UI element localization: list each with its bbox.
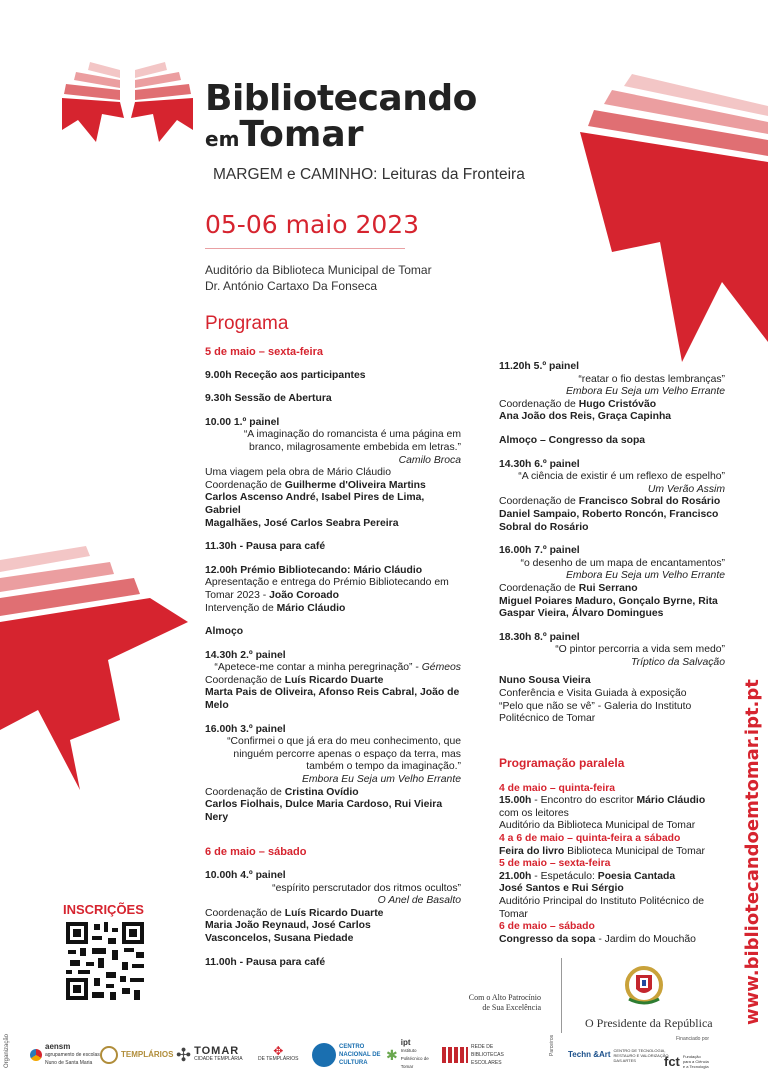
subtitle: MARGEM e CAMINHO: Leituras da Fronteira (213, 166, 525, 183)
prog-line: “A ciência de existir é um reflexo de espelho” (518, 471, 725, 483)
inscricoes-label: INSCRIÇÕES (63, 902, 144, 917)
prog-line: Daniel Sampaio, Roberto Roncón, Francisco (499, 508, 719, 520)
prog-line: Sobral do Rosário (499, 521, 589, 533)
prog-line: 11.30h - Pausa para café (205, 541, 326, 553)
fct-logo: fct Fundação para a Ciência e a Tecnologia (664, 1053, 709, 1069)
organizacao-label: Organização (4, 1033, 10, 1068)
prog-line: 10.00h 4.º painel (205, 870, 286, 881)
program-left (205, 346, 461, 969)
venue-line2: Dr. António Cartaxo Da Fonseca (205, 279, 378, 293)
prog-line: 10.00 1.º painel (205, 416, 280, 428)
prog-line: 11.20h 5.º painel (499, 361, 580, 372)
prog-line: “A imaginação do romancista é uma página em (243, 429, 461, 441)
prog-line: 12.00h Prémio Bibliotecando: Mário Cláudio (205, 564, 423, 576)
programacao-paralela (499, 757, 725, 946)
prog-line: ninguém percorre apenas o espaço da terra, mas (233, 748, 461, 760)
prog-line: Maria João Reynaud, José Carlos (205, 920, 371, 932)
title-line1: Bibliotecando (205, 78, 477, 119)
paralela-day: 4 de maio – quinta-feira (499, 782, 616, 794)
prog-line: 9.30h Sessão de Abertura (205, 393, 332, 405)
title-line2 (205, 114, 363, 155)
day2-heading: 6 de maio – sábado (205, 846, 307, 859)
book-logo-icon (60, 58, 195, 148)
paralela-day: 5 de maio – sexta-feira (499, 858, 611, 870)
prog-line: Embora Eu Seja um Velho Errante (565, 386, 725, 398)
parceiros-label: Parceiros (549, 1034, 555, 1056)
paralela-day: 4 a 6 de maio – quinta-feira a sábado (499, 832, 681, 844)
prog-line: Coordenação de Guilherme d'Oliveira Martins (205, 479, 426, 491)
prog-line: Congresso da sopa - Jardim do Mouchão (499, 933, 696, 945)
prog-line: Almoço (205, 626, 244, 638)
title-tomar: Tomar (239, 114, 364, 155)
prog-line: Miguel Poiares Maduro, Gonçalo Byrne, Rita (499, 595, 718, 607)
cnc-logo: CENTRO NACIONAL DE CULTURA (312, 1040, 383, 1070)
prog-line: Tríptico da Salvação (631, 656, 725, 668)
prog-line: Embora Eu Seja um Velho Errante (301, 774, 461, 786)
prog-line: Gaspar Vieira, Álvaro Domingues (499, 608, 664, 620)
prog-line: Almoço – Congresso da sopa (499, 434, 646, 446)
prog-line: 14.30h 6.º painel (499, 458, 580, 470)
prog-line: Um Verão Assim (647, 483, 725, 495)
day1-heading: 5 de maio – sexta-feira (205, 346, 324, 358)
techn-art-logo: Techn &Art CENTRO DE TECNOLOGIA, RESTAURO E VALORIZAÇÃO DAS ARTES (568, 1047, 669, 1063)
prog-line: José Santos e Rui Sérgio (499, 883, 624, 895)
prog-line: 11.00h - Pausa para café (205, 956, 326, 968)
program-right (499, 361, 725, 726)
prog-line: Intervenção de Mário Cláudio (205, 602, 346, 614)
prog-line: 16.00h 7.º painel (499, 545, 580, 557)
de-templarios-logo: ✥ DE TEMPLÁRIOS (258, 1044, 299, 1062)
divider (561, 958, 562, 1033)
prog-line: branco, milagrosamente embebida em letras.” (249, 441, 461, 453)
prog-line: 14.30h 2.º painel (205, 649, 286, 661)
prog-line: Auditório Principal do Instituto Politécnico de (499, 895, 705, 907)
tomar-logo: ✣ TOMAR CIDADE TEMPLÁRIA (176, 1044, 243, 1065)
title-em: em (205, 127, 240, 151)
prog-line: Magalhães, José Carlos Seabra Pereira (205, 517, 399, 529)
prog-line: Coordenação de Hugo Cristóvão (499, 398, 657, 410)
prog-line: Embora Eu Seja um Velho Errante (565, 570, 725, 582)
aensm-logo: aensm agrupamento de escolas Nuno de Santa Maria (30, 1040, 105, 1070)
prog-line: Carlos Ascenso André, Isabel Pires de Lima, Gabriel (205, 492, 425, 516)
prog-line: Carlos Fiolhais, Dulce Maria Cardoso, Rui Vieira Nery (205, 799, 443, 823)
site-url[interactable]: www.bibliotecandoemtomar.ipt.pt (742, 679, 763, 1025)
paralela-day: 6 de maio – sábado (499, 921, 595, 933)
prog-line: com os leitores (499, 807, 569, 819)
event-dates: 05-06 maio 2023 (205, 210, 420, 239)
prog-line: Uma viagem pela obra de Mário Cláudio (205, 467, 391, 479)
prog-line: Camilo Broca (398, 454, 461, 466)
prog-line: Coordenação de Rui Serrano (499, 582, 638, 594)
prog-line: 16.00h 3.º painel (205, 723, 286, 735)
prog-line: “reatar o fio destas lembranças” (578, 373, 725, 385)
prog-line: Politécnico de Tomar (499, 713, 596, 725)
templarios-logo: TEMPLÁRIOS (100, 1040, 173, 1070)
prog-line: Tomar (499, 908, 528, 920)
prog-line: “Pelo que não se vê” - Galeria do Instituto (499, 700, 692, 712)
prog-line: 9.00h Receção aos participantes (205, 369, 366, 381)
prog-line: Nuno Sousa Vieira (499, 675, 591, 687)
prog-line: 18.30h 8.º painel (499, 631, 580, 643)
coat-of-arms-icon (621, 963, 667, 1009)
prog-line: “O pintor percorria a vida sem medo” (555, 644, 725, 656)
book-decor-right-icon (572, 72, 768, 362)
book-decor-left-icon (0, 540, 190, 800)
financiado-label: Financiado por (676, 1036, 710, 1042)
prog-line: 21.00h - Espetáculo: Poesia Cantada (499, 870, 676, 882)
prog-line: Feira do livro Biblioteca Municipal de Tomar (499, 845, 705, 857)
prog-line: “Confirmei o que já era do meu conhecimento, que (227, 736, 461, 748)
paralela-title: Programação paralela (499, 756, 625, 770)
prog-line: Melo (205, 700, 229, 712)
prog-line: Coordenação de Francisco Sobral do Rosário (499, 496, 721, 508)
prog-line: Vasconcelos, Susana Piedade (205, 932, 354, 944)
prog-line: Marta Pais de Oliveira, Afonso Reis Cabral, João de (205, 687, 460, 699)
programa-title: Programa (205, 313, 289, 334)
prog-line: “espírito perscrutador dos ritmos ocultos” (272, 882, 461, 894)
rbe-logo: REDE DE BIBLIOTECAS ESCOLARES (442, 1040, 515, 1070)
presidente-label: O Presidente da República (585, 1016, 713, 1030)
venue-line1: Auditório da Biblioteca Municipal de Tomar (205, 263, 432, 277)
prog-line: Coordenação de Luís Ricardo Duarte (205, 907, 384, 919)
prog-line: Coordenação de Luís Ricardo Duarte (205, 674, 384, 686)
prog-line: Tomar 2023 - João Coroado (205, 589, 339, 601)
patrocinio: Com o Alto Patrocínio de Sua Excelência (468, 993, 541, 1012)
qr-code[interactable] (64, 920, 146, 1002)
prog-line: Apresentação e entrega do Prémio Bibliotecando em (205, 577, 449, 589)
prog-line: também o tempo da imaginação.” (306, 761, 461, 773)
prog-line: O Anel de Basalto (377, 895, 461, 907)
prog-line: 15.00h - Encontro do escritor Mário Cláudio (499, 795, 706, 807)
prog-line: Coordenação de Cristina Ovídio (205, 786, 359, 798)
prog-line: “Apetece-me contar a minha peregrinação” - Gémeos (214, 662, 461, 674)
divider (205, 248, 405, 249)
venue (205, 262, 432, 294)
prog-line: Auditório da Biblioteca Municipal de Tomar (499, 820, 696, 832)
prog-line: “o desenho de um mapa de encantamentos” (520, 557, 725, 569)
prog-line: Ana João dos Reis, Graça Capinha (499, 411, 672, 423)
prog-line: Conferência e Visita Guiada à exposição (499, 688, 687, 700)
ipt-logo: ✱ ipt Instituto Politécnico de Tomar (386, 1038, 429, 1069)
